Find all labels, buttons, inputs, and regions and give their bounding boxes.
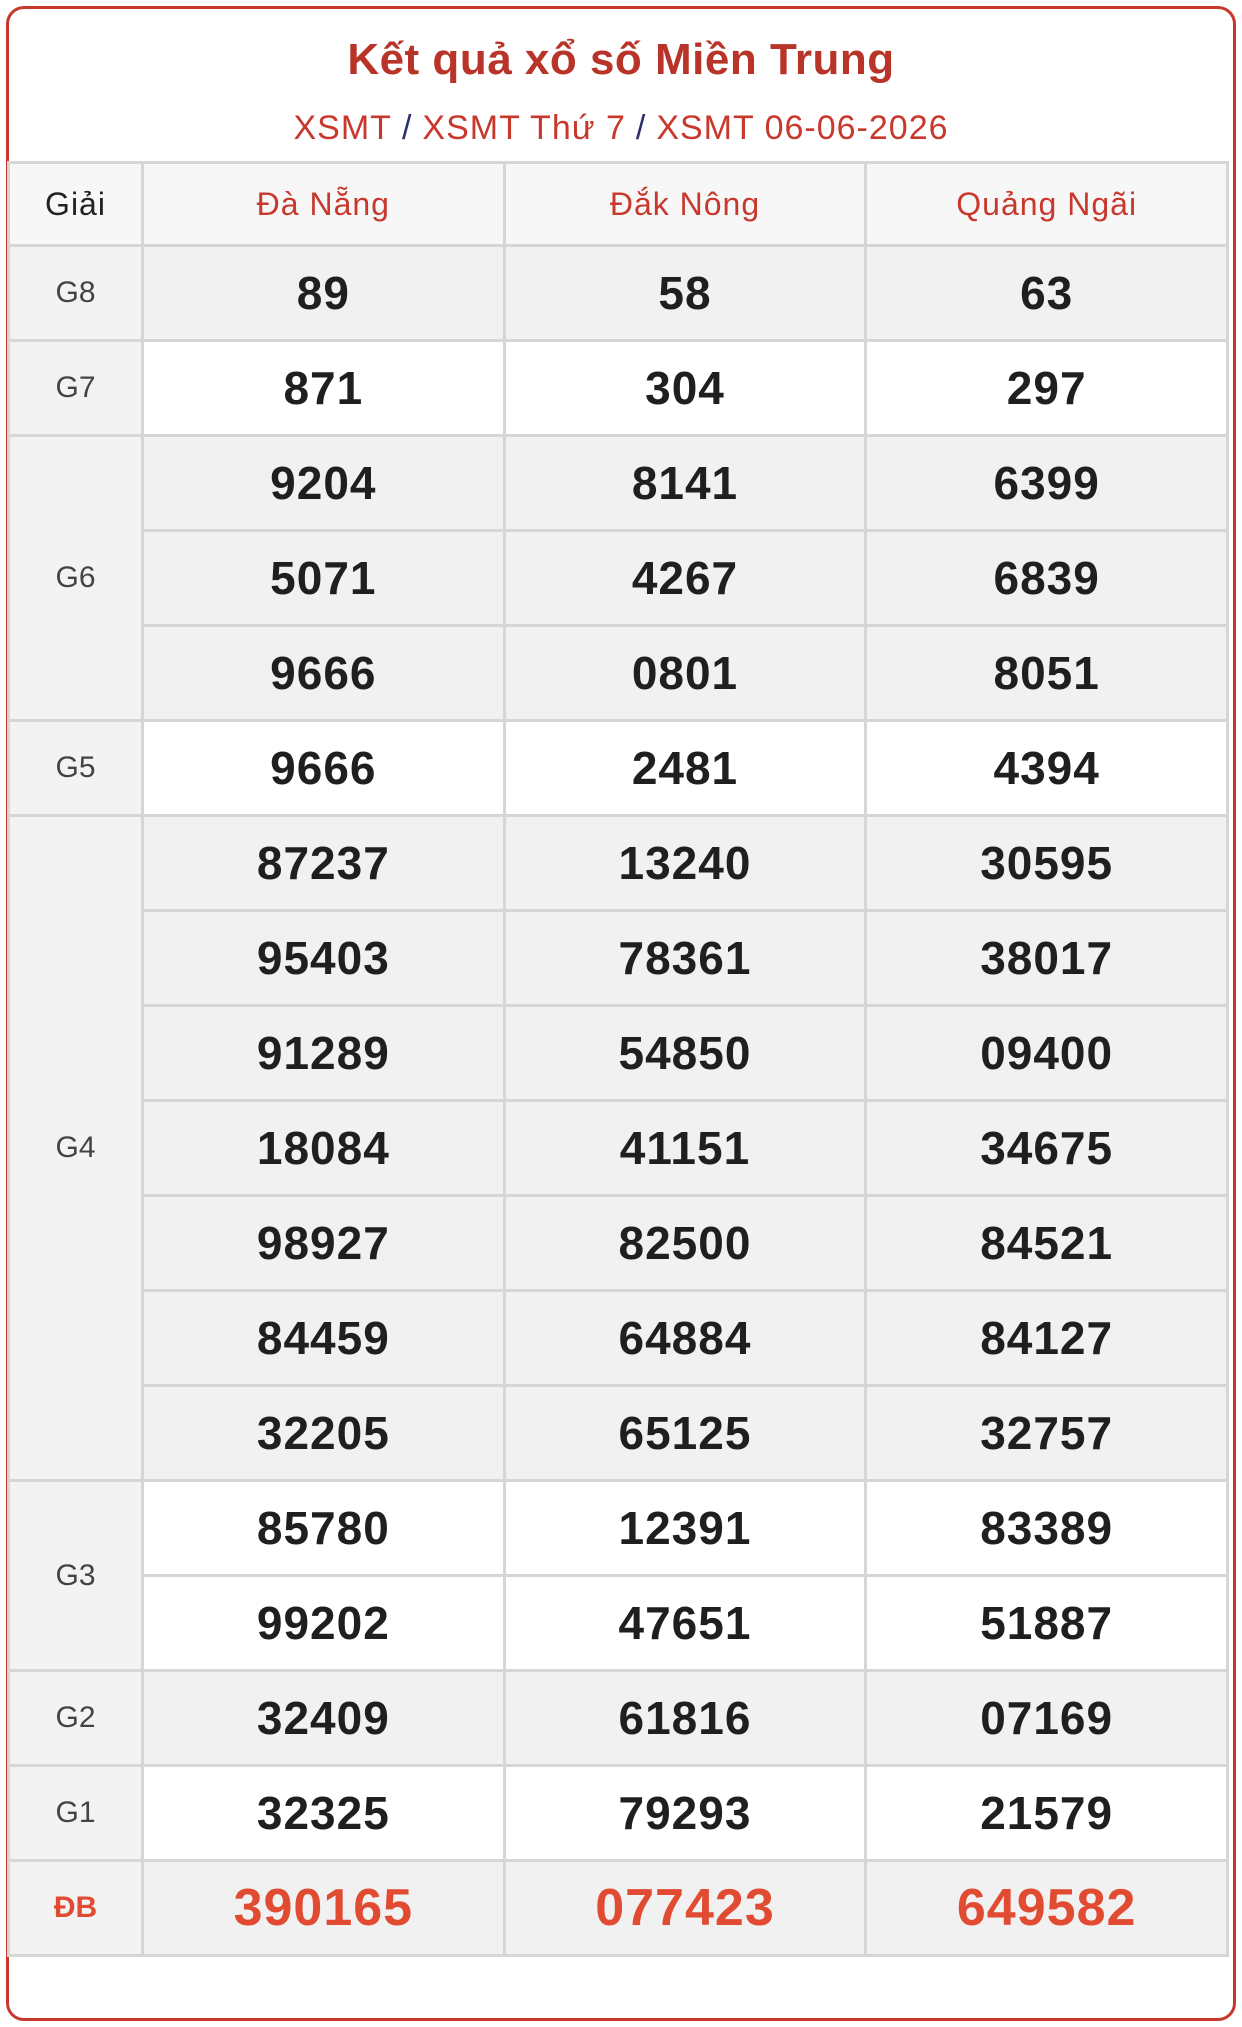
prize-number: 8141 — [504, 436, 866, 531]
prize-number: 38017 — [866, 911, 1228, 1006]
prize-number: 871 — [143, 341, 505, 436]
table-row — [9, 721, 1228, 816]
table-row — [9, 246, 1228, 341]
prize-number: 2481 — [504, 721, 866, 816]
prize-number: 0801 — [504, 626, 866, 721]
prize-number: 6399 — [866, 436, 1228, 531]
prize-label: G2 — [9, 1671, 143, 1766]
prize-number: 9666 — [143, 721, 505, 816]
table-row — [9, 1861, 1228, 1956]
prize-number: 61816 — [504, 1671, 866, 1766]
prize-number: 58 — [504, 246, 866, 341]
prize-label: G5 — [9, 721, 143, 816]
table-row — [9, 1671, 1228, 1766]
prize-number: 32409 — [143, 1671, 505, 1766]
breadcrumb-separator: / — [635, 109, 647, 147]
breadcrumb-link-xsmt-thu-7[interactable]: XSMT Thứ 7 — [422, 109, 626, 147]
prize-number: 64884 — [504, 1291, 866, 1386]
table-row — [9, 341, 1228, 436]
prize-number: 82500 — [504, 1196, 866, 1291]
prize-number: 54850 — [504, 1006, 866, 1101]
page-title: Kết quả xổ số Miền Trung — [347, 35, 895, 84]
special-prize-number: 077423 — [504, 1861, 866, 1956]
table-row — [9, 1481, 1228, 1576]
results-table — [7, 161, 1229, 1957]
table-row — [9, 1101, 1228, 1196]
prize-number: 41151 — [504, 1101, 866, 1196]
table-row — [9, 1386, 1228, 1481]
prize-number: 32325 — [143, 1766, 505, 1861]
breadcrumb — [9, 109, 1233, 148]
breadcrumb-separator: / — [401, 109, 413, 147]
table-row — [9, 911, 1228, 1006]
prize-number: 5071 — [143, 531, 505, 626]
prize-number: 304 — [504, 341, 866, 436]
prize-label: G3 — [9, 1481, 143, 1671]
prize-number: 65125 — [504, 1386, 866, 1481]
prize-number: 34675 — [866, 1101, 1228, 1196]
special-prize-number: 649582 — [866, 1861, 1228, 1956]
prize-number: 47651 — [504, 1576, 866, 1671]
prize-number: 89 — [143, 246, 505, 341]
province-header-da-nang[interactable]: Đà Nẵng — [143, 163, 505, 246]
table-header-row — [9, 163, 1228, 246]
prize-number: 4394 — [866, 721, 1228, 816]
prize-number: 32205 — [143, 1386, 505, 1481]
prize-number: 297 — [866, 341, 1228, 436]
prize-number: 30595 — [866, 816, 1228, 911]
prize-number: 87237 — [143, 816, 505, 911]
prize-column-header: Giải — [9, 163, 143, 246]
prize-label: G1 — [9, 1766, 143, 1861]
prize-number: 63 — [866, 246, 1228, 341]
table-row — [9, 436, 1228, 531]
prize-number: 13240 — [504, 816, 866, 911]
table-row — [9, 1196, 1228, 1291]
province-header-quang-ngai[interactable]: Quảng Ngãi — [866, 163, 1228, 246]
prize-number: 51887 — [866, 1576, 1228, 1671]
prize-label: G7 — [9, 341, 143, 436]
prize-number: 32757 — [866, 1386, 1228, 1481]
prize-number: 84127 — [866, 1291, 1228, 1386]
prize-number: 84521 — [866, 1196, 1228, 1291]
prize-number: 9204 — [143, 436, 505, 531]
prize-number: 83389 — [866, 1481, 1228, 1576]
prize-number: 21579 — [866, 1766, 1228, 1861]
prize-number: 78361 — [504, 911, 866, 1006]
prize-number: 95403 — [143, 911, 505, 1006]
prize-label: G8 — [9, 246, 143, 341]
breadcrumb-link-xsmt-date[interactable]: XSMT 06-06-2026 — [656, 109, 949, 147]
table-row — [9, 1766, 1228, 1861]
prize-number: 8051 — [866, 626, 1228, 721]
prize-number: 6839 — [866, 531, 1228, 626]
prize-number: 12391 — [504, 1481, 866, 1576]
prize-number: 79293 — [504, 1766, 866, 1861]
province-header-dak-nong[interactable]: Đắk Nông — [504, 163, 866, 246]
prize-number: 07169 — [866, 1671, 1228, 1766]
table-row — [9, 1576, 1228, 1671]
prize-number: 4267 — [504, 531, 866, 626]
breadcrumb-link-xsmt[interactable]: XSMT — [293, 109, 392, 147]
table-row — [9, 1006, 1228, 1101]
prize-number: 85780 — [143, 1481, 505, 1576]
prize-number: 09400 — [866, 1006, 1228, 1101]
table-row — [9, 531, 1228, 626]
prize-label: ĐB — [9, 1861, 143, 1956]
table-row — [9, 1291, 1228, 1386]
special-prize-number: 390165 — [143, 1861, 505, 1956]
prize-label: G4 — [9, 816, 143, 1481]
prize-number: 18084 — [143, 1101, 505, 1196]
prize-number: 99202 — [143, 1576, 505, 1671]
prize-number: 84459 — [143, 1291, 505, 1386]
prize-label: G6 — [9, 436, 143, 721]
prize-number: 98927 — [143, 1196, 505, 1291]
table-row — [9, 816, 1228, 911]
prize-number: 91289 — [143, 1006, 505, 1101]
prize-number: 9666 — [143, 626, 505, 721]
table-row — [9, 626, 1228, 721]
